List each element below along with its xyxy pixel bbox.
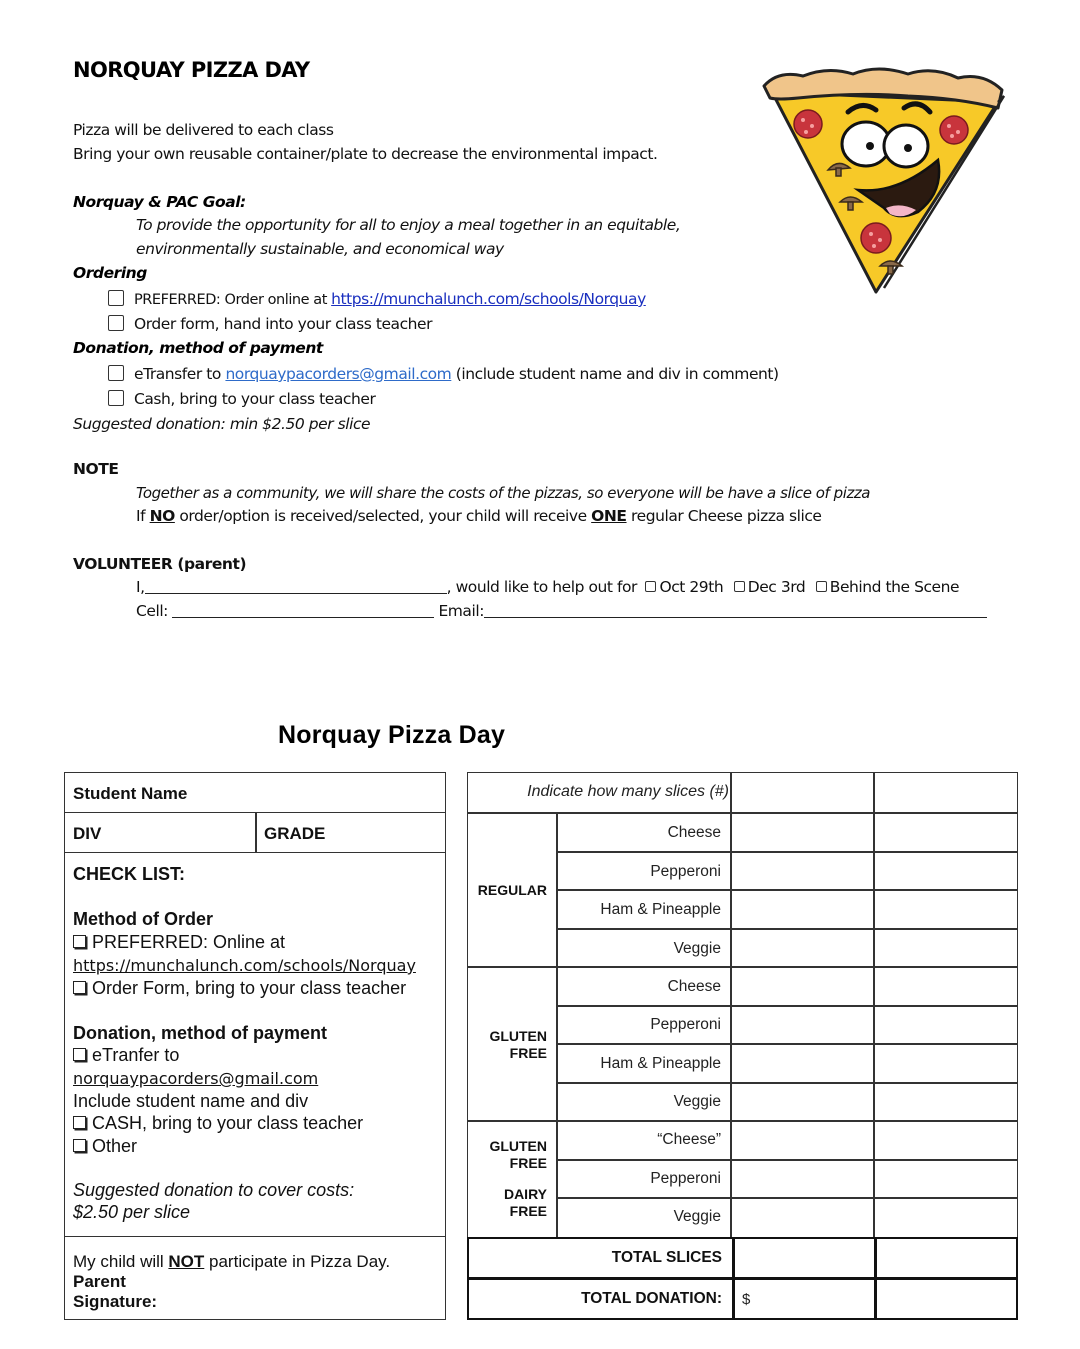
category-label: FREE — [509, 1045, 547, 1061]
pizza-day-flyer — [0, 0, 1080, 650]
online-order-label: PREFERRED: Order online at — [134, 292, 332, 308]
note-text: If — [136, 507, 150, 525]
oct-29-checkbox[interactable] — [645, 581, 656, 592]
method-preferred-label: PREFERRED: Online at — [92, 932, 286, 952]
item-regular-veggie: Veggie — [673, 940, 721, 957]
category-label: FREE — [509, 1155, 547, 1171]
category-gluten-free — [467, 1028, 547, 1062]
method-form-option — [73, 978, 406, 999]
suggested-donation-line-2: $2.50 per slice — [73, 1202, 191, 1222]
note-line-2 — [136, 507, 822, 525]
item-gfdf-cheese: “Cheese” — [657, 1131, 721, 1148]
slices-header: Indicate how many slices (#) — [527, 783, 729, 800]
note-text: order/option is received/selected, your child will receive — [174, 507, 592, 525]
item-gf-pepperoni: Pepperoni — [650, 1016, 721, 1033]
category-label: FREE — [509, 1203, 547, 1219]
total-slices-label: TOTAL SLICES — [611, 1249, 722, 1266]
total-donation-row — [467, 1278, 1018, 1320]
include-note: Include student name and div — [73, 1091, 309, 1111]
etransfer-form-checkbox[interactable] — [73, 1048, 86, 1061]
slices-header-input-2[interactable] — [876, 774, 1016, 811]
other-option — [73, 1136, 137, 1157]
item-gf-cheese: Cheese — [667, 978, 721, 995]
category-column-divider — [556, 812, 558, 1238]
slice-count-column-1[interactable] — [733, 814, 871, 1236]
etransfer-form-label: eTranfer to — [92, 1045, 180, 1065]
total-slices-field-2[interactable] — [877, 1239, 1015, 1277]
etransfer-label: eTransfer to — [134, 365, 226, 383]
currency-symbol: $ — [742, 1291, 751, 1308]
student-info-box — [64, 772, 446, 1320]
payment-option-cash — [108, 390, 375, 408]
volunteer-line-1 — [136, 578, 959, 596]
other-label: Other — [92, 1136, 138, 1156]
note-no-emphasis: NO — [149, 507, 175, 525]
student-name-row[interactable] — [65, 773, 445, 813]
payment-option-etransfer — [108, 365, 779, 383]
munchalunch-form-link[interactable]: https://munchalunch.com/schools/Norquay — [73, 956, 416, 975]
note-heading: NOTE — [73, 460, 119, 478]
suggested-donation: Suggested donation: min $2.50 per slice — [73, 415, 371, 433]
cash-label: Cash, bring to your class teacher — [134, 390, 376, 408]
not-emphasis: NOT — [168, 1252, 205, 1271]
item-gf-veggie: Veggie — [673, 1093, 721, 1110]
donation-heading: Donation, method of payment — [73, 1023, 327, 1043]
category-regular — [467, 882, 547, 899]
order-form-label: Order form, hand into your class teacher — [134, 315, 433, 333]
method-of-order-heading: Method of Order — [73, 909, 213, 929]
etransfer-email-link[interactable]: norquaypacorders@gmail.com — [225, 365, 452, 383]
intro-line-1: Pizza will be delivered to each class — [73, 121, 334, 139]
etransfer-checkbox[interactable] — [108, 365, 124, 381]
suggested-donation-line-1: Suggested donation to cover costs: — [73, 1180, 355, 1200]
volunteer-i-label: I, — [136, 578, 145, 596]
total-donation-label: TOTAL DONATION: — [581, 1290, 722, 1307]
email-label: Email: — [438, 602, 484, 620]
category-gluten-dairy-free — [467, 1138, 547, 1220]
flyer-title: NORQUAY PIZZA DAY — [73, 58, 310, 82]
div-grade-separator — [255, 813, 257, 853]
ordering-option-online — [108, 290, 646, 308]
volunteer-heading: VOLUNTEER (parent) — [73, 555, 247, 573]
munchalunch-link[interactable]: https://munchalunch.com/schools/Norquay — [331, 290, 646, 308]
item-gfdf-veggie: Veggie — [673, 1208, 721, 1225]
item-regular-ham-pineapple: Ham & Pineapple — [600, 901, 721, 918]
not-participate-text: My child will — [73, 1252, 169, 1271]
order-form-checkbox[interactable] — [108, 315, 124, 331]
dec-3-label: Dec 3rd — [747, 578, 806, 596]
volunteer-line-2 — [136, 602, 987, 620]
total-donation-field-2[interactable] — [877, 1280, 1015, 1318]
note-line-1: Together as a community, we will share the costs of the pizzas, so everyone will be have a slice of pizza — [136, 484, 871, 502]
note-text: regular Cheese pizza slice — [626, 507, 822, 525]
goal-heading: Norquay & PAC Goal: — [73, 193, 246, 211]
slices-header-input-1[interactable] — [733, 774, 871, 811]
other-checkbox[interactable] — [73, 1139, 86, 1152]
goal-line-2: environmentally sustainable, and economical way — [136, 240, 504, 258]
behind-scene-label: Behind the Scene — [829, 578, 960, 596]
grade-label: GRADE — [264, 824, 326, 843]
dec-3-checkbox[interactable] — [734, 581, 745, 592]
category-label: GLUTEN — [489, 1138, 547, 1154]
etransfer-option — [73, 1045, 179, 1066]
total-slices-field-1[interactable] — [735, 1239, 873, 1277]
method-preferred-checkbox[interactable] — [73, 935, 86, 948]
signature-label: Signature: — [73, 1292, 158, 1311]
oct-29-label: Oct 29th — [659, 578, 724, 596]
etransfer-form-email-link[interactable]: norquaypacorders@gmail.com — [73, 1069, 319, 1088]
email-field[interactable] — [484, 604, 987, 618]
cash-form-label: CASH, bring to your class teacher — [92, 1113, 364, 1133]
slice-count-column-2[interactable] — [876, 814, 1016, 1236]
div-label: DIV — [73, 824, 102, 843]
goal-line-1: To provide the opportunity for all to enjoy a meal together in an equitable, — [136, 216, 681, 234]
item-regular-cheese: Cheese — [667, 824, 721, 841]
item-gf-ham-pineapple: Ham & Pineapple — [600, 1055, 721, 1072]
method-form-label: Order Form, bring to your class teacher — [92, 978, 407, 998]
category-label: GLUTEN — [489, 1028, 547, 1044]
not-participate-text: participate in Pizza Day. — [204, 1252, 391, 1271]
item-regular-pepperoni: Pepperoni — [650, 863, 721, 880]
online-order-checkbox[interactable] — [108, 290, 124, 306]
not-participate-statement — [73, 1252, 390, 1272]
cell-label: Cell: — [136, 602, 168, 620]
pizza-slice-illustration — [758, 62, 1010, 298]
cash-form-checkbox[interactable] — [73, 1116, 86, 1129]
etransfer-note: (include student name and div in comment) — [451, 365, 779, 383]
order-form-title: Norquay Pizza Day — [278, 721, 506, 749]
payment-heading: Donation, method of payment — [73, 339, 323, 357]
method-form-checkbox[interactable] — [73, 981, 86, 994]
ordering-option-form — [108, 315, 432, 333]
ordering-heading: Ordering — [73, 264, 147, 282]
category-label: REGULAR — [477, 882, 547, 898]
volunteer-name-field[interactable] — [145, 580, 447, 594]
behind-scene-checkbox[interactable] — [816, 581, 827, 592]
parent-label: Parent — [73, 1272, 126, 1291]
cash-option — [73, 1113, 363, 1134]
not-participate-divider — [65, 1236, 445, 1237]
total-donation-field[interactable] — [735, 1280, 873, 1318]
category-spacer — [467, 1172, 547, 1186]
volunteer-help-text: , would like to help out for — [446, 578, 637, 596]
category-label: DAIRY — [503, 1186, 547, 1202]
note-one-emphasis: ONE — [591, 507, 627, 525]
item-gfdf-pepperoni: Pepperoni — [650, 1170, 721, 1187]
cell-field[interactable] — [172, 604, 434, 618]
total-slices-row — [467, 1237, 1018, 1279]
cash-checkbox[interactable] — [108, 390, 124, 406]
method-preferred-option — [73, 932, 285, 953]
intro-line-2: Bring your own reusable container/plate to decrease the environmental impact. — [73, 145, 658, 163]
student-name-label: Student Name — [73, 784, 188, 803]
checklist-heading: CHECK LIST: — [73, 864, 185, 884]
